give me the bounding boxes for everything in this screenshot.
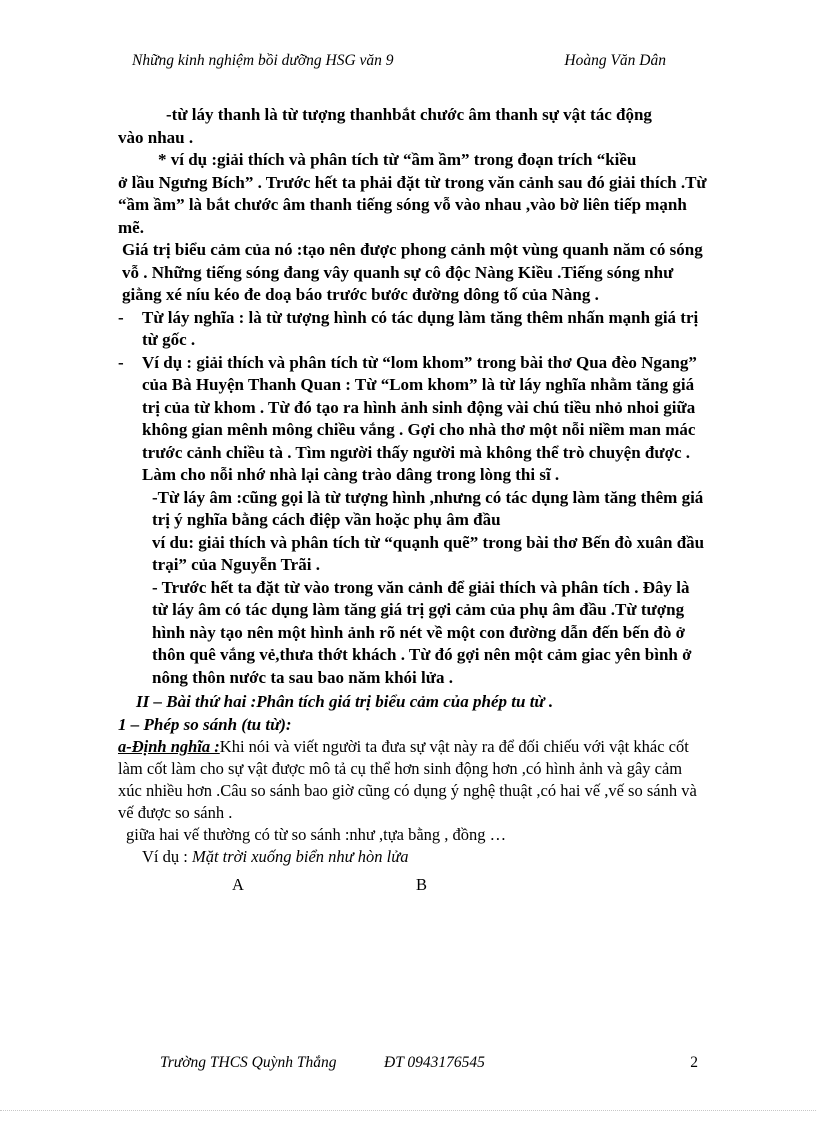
- definition-label: a-Định nghĩa :: [118, 737, 220, 756]
- paragraph-tu-lay-thanh: -từ láy thanh là từ tượng thanhbắt chước âm thanh sự vật tác động: [166, 105, 652, 124]
- bullet-dash: -: [118, 307, 124, 327]
- bullet-lom-khom: [118, 352, 708, 487]
- marker-a: A: [232, 875, 244, 894]
- paragraph-example-quanh-que: ví du: giải thích và phân tích từ “quạnh quẽ” trong bài thơ Bến đò xuân đầu trại” của Nguyễn Trãi .: [152, 532, 705, 574]
- bullet-text: Ví dụ : giải thích và phân tích từ “lom khom” trong bài thơ Qua đèo Ngang” của Bà Huyện Thanh Quan : Từ “Lom khom” là từ láy nghĩa nhằm tăng giá trị của từ khom . Từ đó tạo ra hình ảnh sinh động vài chú tiều nhỏ nhoi giữa không gian mênh mông chiều vắng . Gợi cho nhà thơ một nỗi niềm man mác trước cảnh chiều tà . Tìm người thấy người mà không thể trò chuyện được . Làm cho nỗi nhớ nhà lại càng trào dâng trong lòng thi sĩ .: [142, 352, 697, 484]
- marker-b: B: [416, 875, 428, 894]
- section-heading-ii: II – Bài thứ hai :Phân tích giá trị biểu cảm của phép tu từ .: [136, 692, 554, 711]
- footer-school: Trường THCS Quỳnh Thắng: [160, 1054, 337, 1071]
- example-text: Mặt trời xuống biển như hòn lửa: [191, 847, 409, 866]
- definition-paragraph: [118, 736, 708, 824]
- document-body: [118, 104, 708, 892]
- section-heading-1: 1 – Phép so sánh (tu từ):: [118, 714, 292, 734]
- bullet-text: Từ láy nghĩa : là từ tượng hình có tác dụng làm tăng thêm nhấn mạnh giá trị từ gốc .: [142, 307, 699, 349]
- page-footer: [160, 1054, 698, 1072]
- header-author: Hoàng Văn Dân: [564, 52, 666, 69]
- paragraph-tu-lay-am: -Từ láy âm :cũng gọi là từ tượng hình ,nhưng có tác dụng làm tăng thêm giá trị ý nghĩa bằng cách điệp vần hoặc phụ âm đầu: [152, 487, 704, 529]
- example-label: Ví dụ :: [142, 847, 188, 866]
- example-line: [118, 846, 708, 868]
- paragraph-example-am-am: * ví dụ :giải thích và phân tích từ “ầm ầm” trong đoạn trích “kiều: [158, 150, 637, 169]
- paragraph-tu-lay-thanh-cont: vào nhau .: [118, 127, 194, 147]
- header-title: Những kinh nghiệm bồi dưỡng HSG văn 9: [132, 52, 394, 69]
- example-markers: [118, 868, 708, 892]
- paragraph-bieu-cam: Giá trị biểu cảm của nó :tạo nên được phong cảnh một vùng quanh năm có sóng vỗ . Những tiếng sóng đang vây quanh sự cô độc Nàng Kiều .Tiếng sóng như giằng xé níu kéo đe doạ báo trước bước đường dông tố của Nàng .: [122, 240, 703, 304]
- page-number: 2: [690, 1054, 698, 1071]
- footer-phone: ĐT 0943176545: [384, 1054, 485, 1071]
- page-header: [132, 52, 666, 70]
- definition-line2: giữa hai vế thường có từ so sánh :như ,tựa bằng , đồng …: [126, 825, 507, 844]
- page-edge: [0, 1110, 816, 1111]
- bullet-dash: -: [118, 352, 124, 372]
- paragraph-analysis: - Trước hết ta đặt từ vào trong văn cảnh để giải thích và phân tích . Đây là từ láy âm có tác dụng làm tăng giá trị gợi cảm của phụ âm đầu .Từ tượng hình này tạo nên một hình ảnh rõ nét về một con đường dẫn đến bến đò ở thôn quê vắng vẻ,thưa thớt khách . Từ đó gợi nên một cảm giac yên bình ở nông thôn nước ta sau bao năm khói lửa .: [152, 577, 692, 687]
- definition-text: Khi nói và viết người ta đưa sự vật này ra để đối chiếu với vật khác cốt làm cốt làm cho sự vật được mô tả cụ thể hơn sinh động hơn ,có hình ảnh và gây cảm xúc nhiều hơn .Câu so sánh bao giờ cũng có dụng ý nghệ thuật ,có hai vế ,vế so sánh và vế được so sánh .: [118, 737, 697, 822]
- bullet-tu-lay-nghia: [118, 307, 708, 352]
- paragraph-example-am-am-cont: ở lầu Ngưng Bích” . Trước hết ta phải đặt từ trong văn cảnh sau đó giải thích .Từ “ầm ầm” là bắt chước âm thanh tiếng sóng vỗ vào nhau ,vào bờ liên tiếp mạnh mẽ.: [118, 172, 707, 237]
